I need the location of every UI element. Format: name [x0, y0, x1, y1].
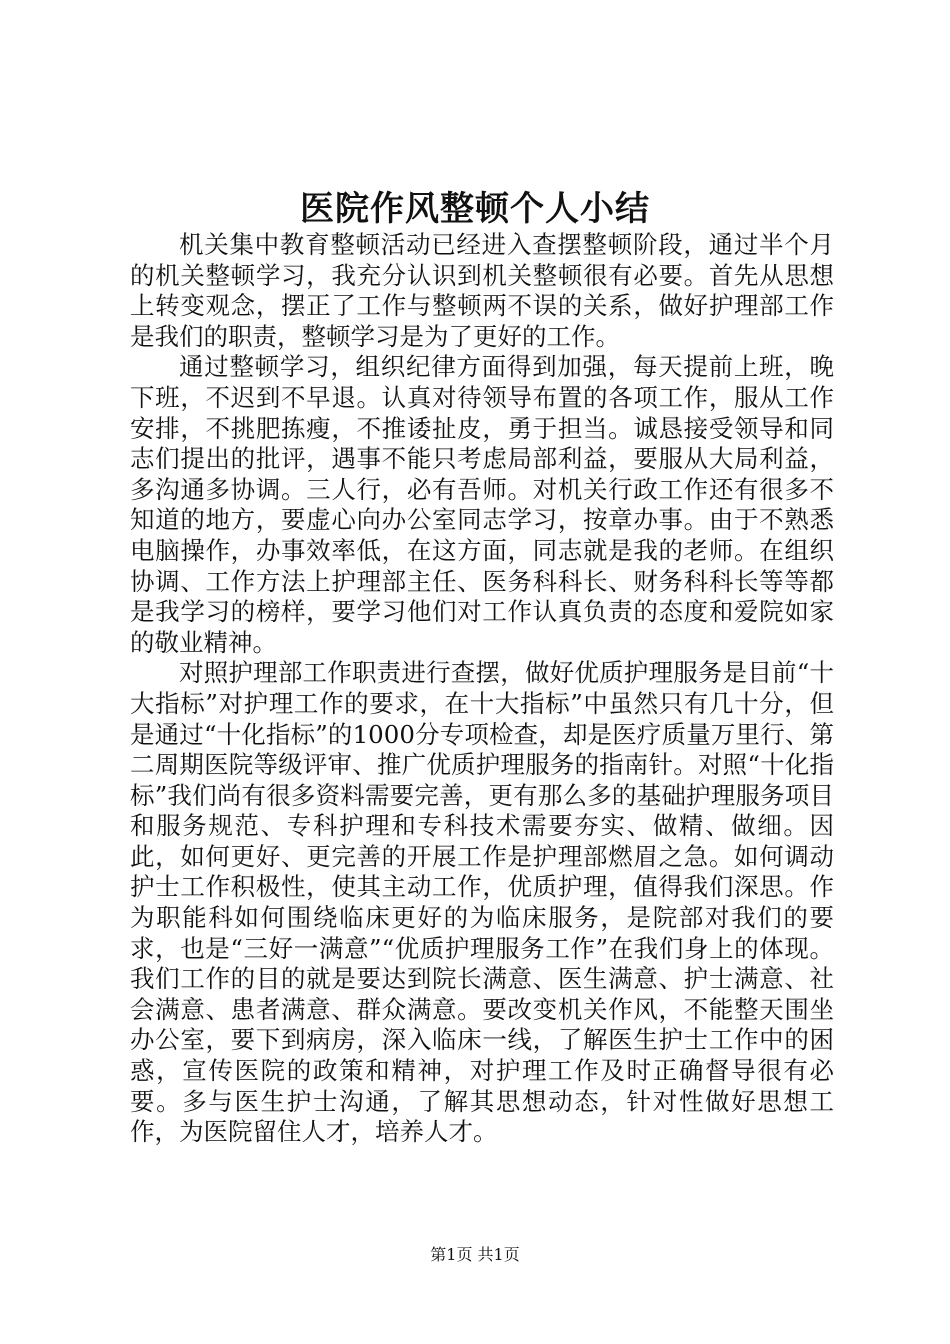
paragraph-2: 通过整顿学习，组织纪律方面得到加强，每天提前上班，晚下班，不迟到不早退。认真对待领导布置的各项工作，服从工作安排，不挑肥拣瘦，不推诿扯皮，勇于担当。诚恳接受领导和同志们提出的批评，遇事不能只考虑局部利益，要服从大局利益，多沟通多协调。三人行，必有吾师。对机关行政工作还有很多不知道的地方，要虚心向办公室同志学习，按章办事。由于不熟悉电脑操作，办事效率低，在这方面，同志就是我的老师。在组织协调、工作方法上护理部主任、医务科科长、财务科科长等等都是我学习的榜样，要学习他们对工作认真负责的态度和爱院如家的敬业精神。: [130, 352, 834, 657]
document-body: [130, 230, 834, 1148]
page-footer: 第1页 共1页: [430, 1245, 520, 1264]
document-title: 医院作风整顿个人小结: [300, 189, 650, 229]
paragraph-1: 机关集中教育整顿活动已经进入查摆整顿阶段，通过半个月的机关整顿学习，我充分认识到机关整顿很有必要。首先从思想上转变观念，摆正了工作与整顿两不误的关系，做好护理部工作是我们的职责，整顿学习是为了更好的工作。: [130, 230, 834, 351]
paragraph-3: 对照护理部工作职责进行查摆，做好优质护理服务是目前“十大指标”对护理工作的要求，在十大指标”中虽然只有几十分，但是通过“十化指标”的1000分专项检查，却是医疗质量万里行、第二周期医院等级评审、推广优质护理服务的指南针。对照“十化指标”我们尚有很多资料需要完善，更有那么多的基础护理服务项目和服务规范、专科护理和专科技术需要夯实、做精、做细。因此，如何更好、更完善的开展工作是护理部燃眉之急。如何调动护士工作积极性，使其主动工作，优质护理，值得我们深思。作为职能科如何围绕临床更好的为临床服务，是院部对我们的要求，也是“三好一满意”“优质护理服务工作”在我们身上的体现。我们工作的目的就是要达到院长满意、医生满意、护士满意、社会满意、患者满意、群众满意。要改变机关作风，不能整天围坐办公室，要下到病房，深入临床一线，了解医生护士工作中的困惑，宣传医院的政策和精神，对护理工作及时正确督导很有必要。多与医生护士沟通，了解其思想动态，针对性做好思想工作，为医院留住人才，培养人才。: [130, 658, 834, 1147]
